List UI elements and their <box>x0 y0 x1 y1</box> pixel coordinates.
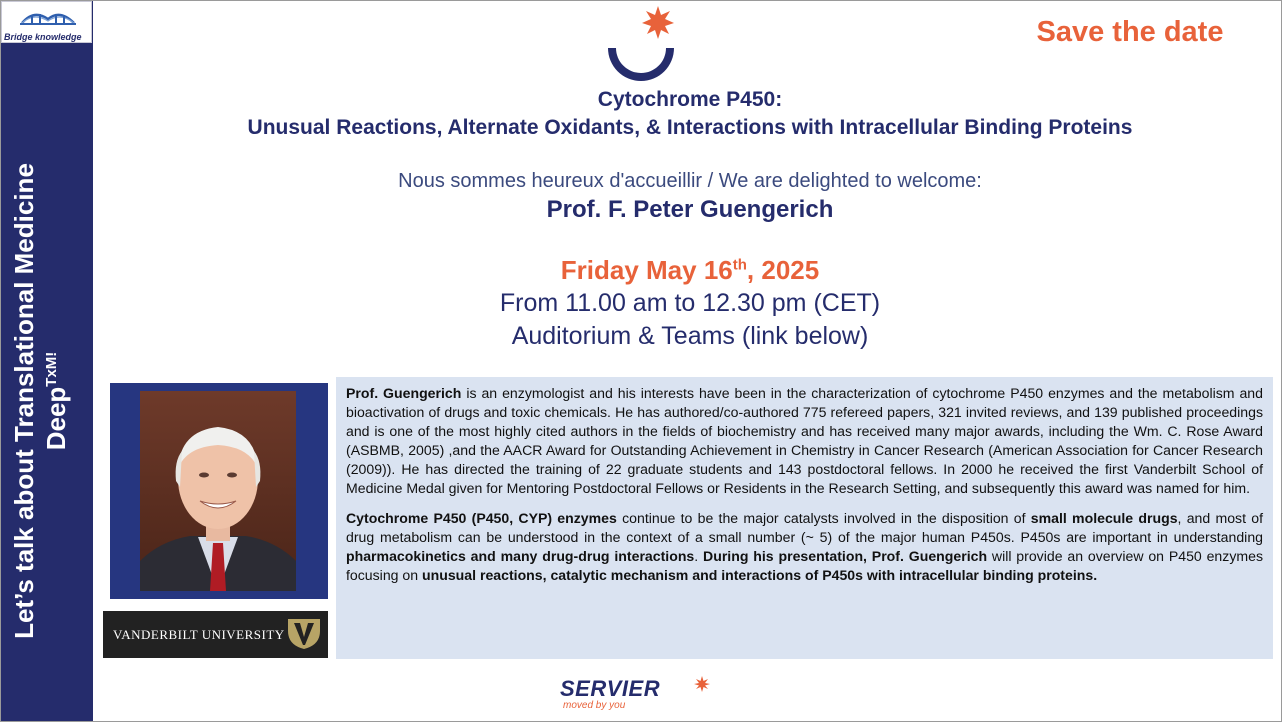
brand-tagline: Bridge knowledge <box>4 32 82 42</box>
event-date: Friday May 16th, 2025 <box>560 255 820 285</box>
speaker-name: Prof. F. Peter Guengerich <box>546 196 834 223</box>
bridge-icon <box>20 5 76 31</box>
event-time: From 11.00 am to 12.30 pm (CET) <box>499 289 881 317</box>
vanderbilt-v-icon <box>286 617 322 651</box>
speaker-photo <box>140 391 296 591</box>
servier-logo <box>560 676 720 716</box>
welcome-text: Nous sommes heureux d'accueillir / We are delighted to welcome: <box>398 170 982 192</box>
sidebar-vertical-text <box>3 101 95 701</box>
bio-paragraph-2: Cytochrome P450 (P450, CYP) enzymes continue to be the major catalysts involved in the disposition of small molecule drugs, and most of drug metabolism can be understood in the context of a small number (~ 5) of the major human P450s. P450s are important in understanding pharmacokinetics and many drug-drug interactions. During his presentation, Prof. Guengerich will provide an overview on P450 enzymes focusing on unusual reactions, catalytic mechanism and interactions of P450s with intracellular binding proteins. <box>346 510 1263 583</box>
servier-brand: SERVIER <box>560 676 661 701</box>
save-the-date: Save the date <box>1036 16 1224 48</box>
bridge-knowledge-logo <box>1 1 92 43</box>
sidebar <box>1 1 93 721</box>
title-line2: Unusual Reactions, Alternate Oxidants, & Interactions with Intracellular Binding Proteins <box>247 116 1133 139</box>
servier-star-icon <box>694 676 710 692</box>
title-line1: Cytochrome P450: <box>597 88 783 111</box>
speaker-bio <box>336 377 1273 659</box>
servier-smile-emblem-icon <box>600 2 680 82</box>
vanderbilt-logo <box>103 611 328 658</box>
speaker-portrait-icon <box>140 391 296 591</box>
affiliation-text: VANDERBILT UNIVERSITY <box>113 627 285 642</box>
bio-paragraph-1: Prof. Guengerich is an enzymologist and his interests have been in the characterization of cytochrome P450 enzymes and the metabolism and bioactivation of drugs and toxic chemicals. He has authored/co-authored 775 refereed papers, 321 invited reviews, and 139 published proceedings and is one of the most highly cited authors in the fields of biochemistry and has received many major awards, including the Wm. C. Rose Award (ASBMB, 2005) ,and the AACR Award for Outstanding Achievement in Chemistry in Cancer Research (American Association for Cancer Research (2009)). He has directed the training of 22 graduate students and 143 postdoctoral fellows. In 2000 he received the first Vanderbilt School of Medicine Medal given for Mentoring Postdoctoral Fellows or Residents in the Research Setting, and subsequently this award was named for him. <box>346 385 1263 496</box>
sidebar-line2: Deep$^{TxM!}$ <box>41 351 71 451</box>
sidebar-line1: Let’s talk about Translational Medicine <box>9 163 39 639</box>
speaker-photo-frame <box>110 383 328 599</box>
event-venue: Auditorium & Teams (link below) <box>511 322 869 350</box>
servier-slogan: moved by you <box>563 700 626 711</box>
